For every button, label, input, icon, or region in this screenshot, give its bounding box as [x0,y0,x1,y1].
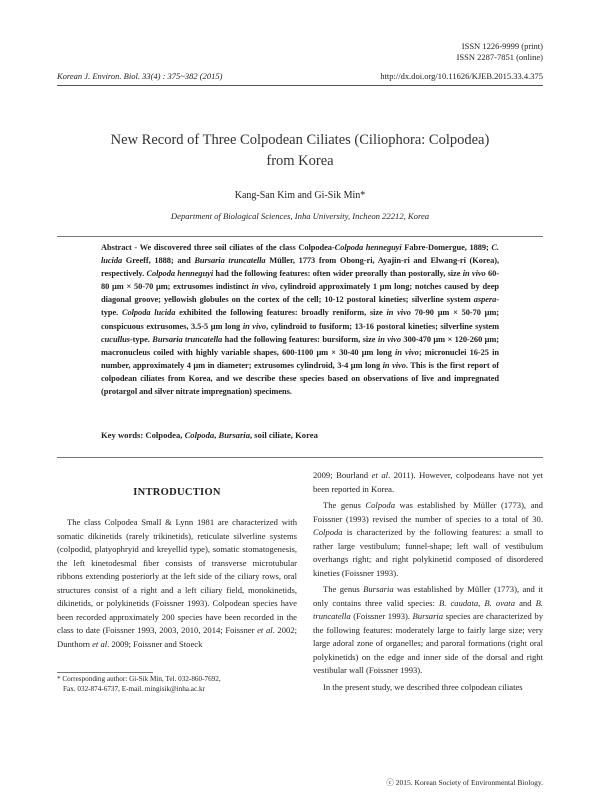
copyright-notice: ⓒ 2015. Korean Society of Environmental Biology. [386,778,543,787]
affiliation: Department of Biological Sciences, Inha University, Incheon 22212, Korea [170,211,430,221]
right-paragraph-4: In the present study, we described three colpodean ciliates [323,681,523,692]
right-paragraph-1: 2009; Bourland et al. 2011). However, colpodeans have not yet been reported in Korea. [313,470,543,494]
corresponding-author-footnote: * Corresponding author: Gi-Sik Min, Tel. 032-860-7692, Fax. 032-874-6737, E-mail. mingisik@inha.ac.kr [57,675,221,693]
right-paragraph-3: The genus Bursaria was established by Müller (1773), and it only contains three valid species: B. caudata, B. ovata and B. truncatella (Foissner 1993). Bursaria species are characterized by the following features: moderately large to fairly large size; very large adoral zone of organelles; and paroral formations (right oral polykinetids) on the edge and inner side of the dorsal and right vestibular wall (Foissner 1993). [313,584,544,675]
section-heading-introduction: INTRODUCTION [133,487,221,498]
keywords-bottom-rule [57,457,543,458]
body-column-right [313,469,543,697]
journal-header [57,71,543,81]
abstract: Abstract - We discovered three soil ciliates of the class Colpodea-Colpoda henneguyi Fabre-Domergue, 1889; C. lucida Greeff, 1888; and Bursaria truncatella Müller, 1773 from Obong-ri, Ayajin-ri and Elwang-ri (Korea), respectively. Colpoda henneguyi had the following features: often wider preorally than postorally, size in vivo 60-80 μm × 50-70 μm; extrusomes indistinct in vivo, cylindroid approximately 1 μm long; notches caused by deep diagonal groove; yellowish globules on the cortex of the cell; 10-12 postoral kineties; silverline system aspera-type. Colpoda lucida exhibited the following features: broadly reniform, size in vivo 70-90 μm × 50-70 μm; conspicuous extrusomes, 3.5-5 μm long in vivo, cylindroid to fusiform; 13-16 postoral kineties; silverline system cucullus-type. Bursaria truncatella had the following features: bursiform, size in vivo 300-470 μm × 120-260 μm; macronucleus coiled with highly variable shapes, 600-1100 μm × 30-40 μm long in vivo; micronuclei 16-25 in number, approximately 4 μm in diameter; extrusomes cylindroid, 3-4 μm long in vivo. This is the first report of colpodean ciliates from Korea, and we describe these species based on observations of live and impregnated (protargol and silver nitrate impregnation) specimens. [101,243,500,397]
issn-print: ISSN 1226-9999 (print) [461,41,543,51]
doi-link[interactable]: http://dx.doi.org/10.11626/KJEB.2015.33.4.375 [380,71,543,81]
right-paragraph-2: The genus Colpoda was established by Müller (1773), and Foissner (1993) revised the number of species to a total of 30. Colpoda is characterized by the following features: a small to rather large vestibulum; funnel-shape; left wall of vestibulum overhangs right; and right polykinetid composed of disordered kineties (Foissner 1993). [313,500,543,578]
footnote-rule [57,672,153,673]
header-rule [57,85,543,86]
issn-block [457,41,543,63]
intro-paragraph-1: The class Colpodea Small & Lynn 1981 are characterized with somatic dikinetids (rarely trikinetids), reticulate silverline systems (colpodid, platyophryid and kreyellid type), somatic stomatogenesis, the left kinetodesmal fiber consists of transverse microtubular ribbons extending posteriorly at the left side of the ciliary rows, oral structures consist of a right and a left ciliary field, monokinetids, dikinetids, or polykinetids (Foissner 1993). Colpodean species have been recorded approximately 200 species have been recorded in the class to date (Foissner 1993, 2003, 2010, 2014; Foissner et al. 2002; Dunthorn et al. 2009; Foissner and Stoeck [57,517,297,649]
authors: Kang-San Kim and Gi-Sik Min* [234,190,366,201]
body-column-left [57,516,297,651]
paper-title: New Record of Three Colpodean Ciliates (Ciliophora: Colpodea) from Korea [110,132,490,169]
keywords: Key words: Colpodea, Colpoda, Bursaria, soil ciliate, Korea [101,430,318,440]
journal-citation: Korean J. Environ. Biol. 33(4) : 375~382 (2015) [57,71,223,81]
abstract-top-rule [57,236,543,237]
issn-online: ISSN 2287-7851 (online) [456,52,543,62]
